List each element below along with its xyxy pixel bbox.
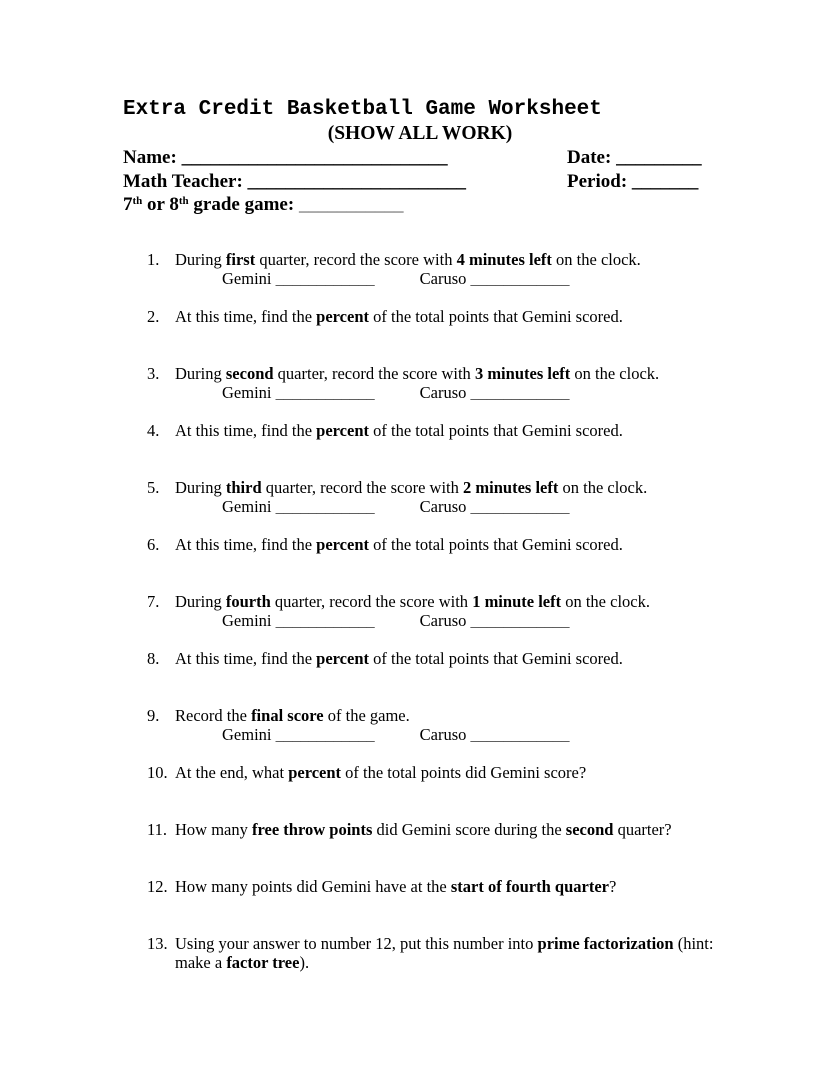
bold-text: second bbox=[565, 820, 614, 839]
question-item bbox=[147, 649, 767, 668]
bold-text: final score bbox=[251, 706, 324, 725]
team-label-gemini: Gemini bbox=[222, 383, 272, 402]
worksheet-subtitle: (SHOW ALL WORK) bbox=[327, 123, 513, 144]
text: on the clock. bbox=[561, 592, 650, 611]
question-text bbox=[175, 763, 735, 782]
question-number: 11. bbox=[147, 820, 168, 839]
bold-text: percent bbox=[316, 307, 369, 326]
team-label-caruso: Caruso bbox=[419, 269, 467, 288]
score-blank-caruso: ____________ bbox=[466, 383, 570, 402]
text: 7 bbox=[123, 194, 133, 215]
text: During bbox=[175, 478, 226, 497]
text: Using your answer to number 12, put this number into bbox=[175, 934, 538, 953]
question-number: 12. bbox=[147, 877, 168, 896]
bold-text: 2 minutes left bbox=[463, 478, 559, 497]
question-number: 9. bbox=[147, 706, 160, 725]
period-label: Period: bbox=[567, 170, 628, 192]
question-number: 3. bbox=[147, 364, 160, 383]
name-blank: ____________________________ bbox=[176, 147, 448, 168]
bold-text: 4 minutes left bbox=[456, 250, 552, 269]
text: quarter, record the score with bbox=[261, 478, 464, 497]
question-number: 8. bbox=[147, 649, 160, 668]
text: At this time, find the bbox=[175, 307, 317, 326]
worksheet-title: Extra Credit Basketball Game Worksheet bbox=[123, 98, 602, 121]
question-item bbox=[147, 421, 767, 440]
grade-blank: ___________ bbox=[298, 194, 404, 215]
team-label-caruso: Caruso bbox=[419, 383, 467, 402]
text: quarter, record the score with bbox=[255, 250, 457, 269]
text: on the clock. bbox=[570, 364, 660, 383]
score-blank-gemini: ____________ bbox=[271, 383, 375, 402]
team-label-caruso: Caruso bbox=[419, 497, 467, 516]
name-date-line bbox=[0, 146, 840, 170]
question-item bbox=[147, 250, 767, 288]
text: of the total points that Gemini scored. bbox=[369, 307, 623, 326]
date-field bbox=[567, 146, 702, 170]
bold-text: percent bbox=[316, 649, 369, 668]
bold-text: factor tree bbox=[226, 953, 300, 972]
grade-game-line bbox=[0, 193, 840, 217]
text: At this time, find the bbox=[175, 535, 317, 554]
teacher-period-line bbox=[0, 170, 840, 194]
teacher-label: Math Teacher: bbox=[123, 170, 243, 192]
question-item bbox=[147, 478, 767, 516]
bold-text: start of fourth quarter bbox=[450, 877, 609, 896]
question-text bbox=[175, 421, 735, 440]
score-blank-row bbox=[222, 725, 735, 744]
question-number: 7. bbox=[147, 592, 160, 611]
date-label: Date: bbox=[567, 147, 612, 168]
team-label-gemini: Gemini bbox=[222, 497, 272, 516]
question-text bbox=[175, 535, 735, 554]
text: At this time, find the bbox=[175, 649, 317, 668]
score-blank-caruso: ____________ bbox=[466, 497, 570, 516]
bold-text: 3 minutes left bbox=[474, 364, 571, 383]
team-label-gemini: Gemini bbox=[222, 611, 272, 630]
question-list bbox=[147, 250, 767, 972]
text: quarter, record the score with bbox=[270, 592, 473, 611]
question-text bbox=[175, 478, 735, 516]
bold-text: second bbox=[225, 364, 274, 383]
text: make a bbox=[175, 953, 227, 972]
question-text bbox=[175, 307, 735, 326]
text: of the total points that Gemini scored. bbox=[369, 649, 623, 668]
ordinal-suffix: th bbox=[178, 195, 189, 207]
score-blank-row bbox=[222, 269, 735, 288]
question-number: 5. bbox=[147, 478, 160, 497]
text: During bbox=[175, 250, 226, 269]
question-text bbox=[175, 877, 735, 896]
text: quarter? bbox=[613, 820, 672, 839]
team-label-caruso: Caruso bbox=[419, 725, 467, 744]
score-blank-row bbox=[222, 497, 735, 516]
question-number: 1. bbox=[147, 250, 160, 269]
text: How many bbox=[175, 820, 252, 839]
teacher-blank: _______________________ bbox=[242, 170, 467, 192]
score-blank-row bbox=[222, 383, 735, 402]
bold-text: free throw points bbox=[252, 820, 373, 839]
score-blank-row bbox=[222, 611, 735, 630]
question-number: 13. bbox=[147, 934, 168, 953]
text: During bbox=[175, 592, 226, 611]
bold-text: percent bbox=[288, 763, 342, 782]
date-blank: _________ bbox=[611, 147, 702, 168]
text: did Gemini score during the bbox=[372, 820, 566, 839]
text: At the end, what bbox=[175, 763, 289, 782]
worksheet-header bbox=[0, 97, 840, 217]
text: grade game: bbox=[188, 194, 299, 215]
text: (hint: bbox=[673, 934, 714, 953]
team-label-caruso: Caruso bbox=[419, 611, 467, 630]
team-label-gemini: Gemini bbox=[222, 269, 272, 288]
score-blank-caruso: ____________ bbox=[466, 269, 570, 288]
question-number: 2. bbox=[147, 307, 160, 326]
text: ? bbox=[608, 877, 617, 896]
text: on the clock. bbox=[558, 478, 648, 497]
team-label-gemini: Gemini bbox=[222, 725, 272, 744]
question-item bbox=[147, 535, 767, 554]
question-item bbox=[147, 592, 767, 630]
score-blank-caruso: ____________ bbox=[466, 611, 570, 630]
ordinal-suffix: th bbox=[132, 195, 143, 207]
question-item bbox=[147, 364, 767, 402]
score-blank-gemini: ____________ bbox=[271, 611, 375, 630]
question-item bbox=[147, 934, 767, 972]
question-text bbox=[175, 820, 735, 839]
period-field bbox=[567, 170, 698, 194]
bold-text: prime factorization bbox=[537, 934, 674, 953]
question-number: 6. bbox=[147, 535, 160, 554]
question-number: 4. bbox=[147, 421, 160, 440]
text: quarter, record the score with bbox=[273, 364, 475, 383]
text: ). bbox=[299, 953, 310, 972]
bold-text: third bbox=[225, 478, 262, 497]
question-text bbox=[175, 592, 735, 630]
name-label: Name: bbox=[123, 147, 177, 168]
text: or 8 bbox=[142, 194, 179, 215]
score-blank-gemini: ____________ bbox=[271, 269, 375, 288]
period-blank: _______ bbox=[627, 170, 699, 192]
question-text bbox=[175, 364, 735, 402]
question-item bbox=[147, 307, 767, 326]
score-blank-gemini: ____________ bbox=[271, 725, 375, 744]
text: At this time, find the bbox=[175, 421, 317, 440]
text: of the total points did Gemini score? bbox=[341, 763, 587, 782]
text: on the clock. bbox=[551, 250, 641, 269]
text: of the total points that Gemini scored. bbox=[369, 421, 623, 440]
score-blank-gemini: ____________ bbox=[271, 497, 375, 516]
question-text bbox=[175, 934, 735, 972]
text: How many points did Gemini have at the bbox=[175, 877, 451, 896]
score-blank-caruso: ____________ bbox=[466, 725, 570, 744]
bold-text: percent bbox=[316, 535, 369, 554]
question-text bbox=[175, 250, 735, 288]
text: of the game. bbox=[323, 706, 410, 725]
question-number: 10. bbox=[147, 763, 168, 782]
question-item bbox=[147, 820, 767, 839]
text: Record the bbox=[175, 706, 252, 725]
text: During bbox=[175, 364, 226, 383]
bold-text: percent bbox=[316, 421, 369, 440]
bold-text: fourth bbox=[225, 592, 271, 611]
question-text bbox=[175, 649, 735, 668]
question-item bbox=[147, 706, 767, 744]
question-item bbox=[147, 877, 767, 896]
text: of the total points that Gemini scored. bbox=[369, 535, 623, 554]
question-text bbox=[175, 706, 735, 744]
question-item bbox=[147, 763, 767, 782]
bold-text: first bbox=[225, 250, 256, 269]
bold-text: 1 minute left bbox=[472, 592, 562, 611]
grade-label bbox=[123, 194, 299, 215]
